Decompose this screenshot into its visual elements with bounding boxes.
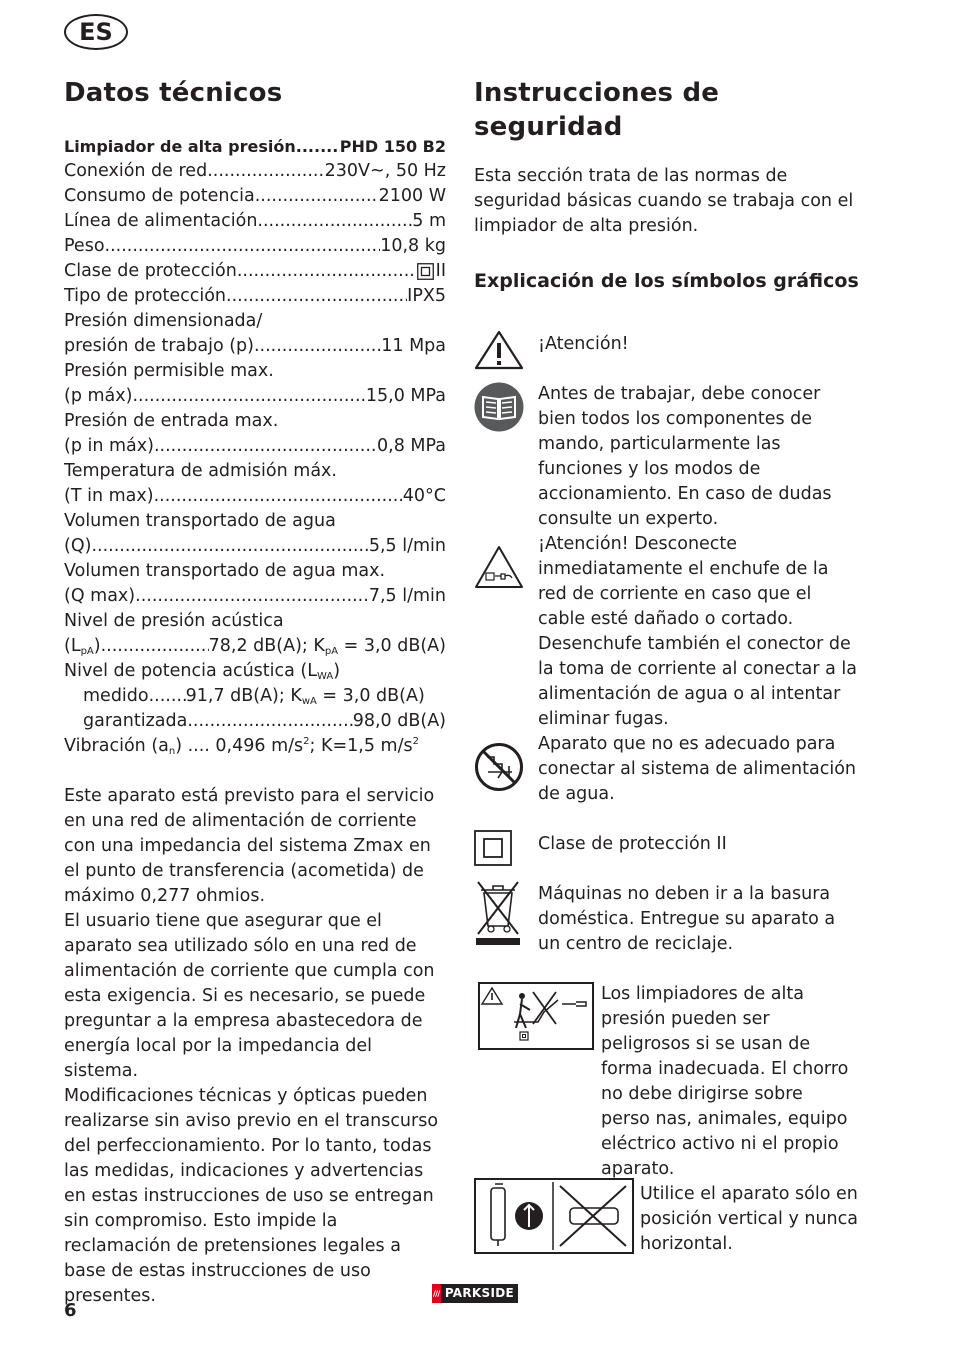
symbol-text: Antes de trabajar, debe conocer bien todos los componentes de mando, particularmente las funciones y los modos de accionamiento. En caso de dudas consulte un experto. <box>538 384 832 529</box>
spec-row: (p máx) ..... 15,0 MPa <box>64 384 446 409</box>
spec-line: Vibración $(a_n)$ .... 0,496 $m/s^2$; K=1,5 $m/s^2$ <box>64 736 419 757</box>
spec-row: Consumo de potencia ..... 2100 W <box>64 184 446 209</box>
spec-row: Tipo de protección ..... IPX5 <box>64 284 446 309</box>
symbol-text: Utilice el aparato sólo en posición vertical y nunca horizontal. <box>640 1184 858 1254</box>
symbols-subtitle: Explicación de los símbolos gráficos <box>474 270 859 292</box>
spec-row: medido ..... 91,7 dB(A); $K_{wA} = 3,0$ dB(A) <box>64 684 446 709</box>
language-badge: ES <box>64 14 128 50</box>
vertical-use-icon <box>474 1178 634 1254</box>
spec-line: Volumen transportado de agua max. <box>64 561 386 581</box>
spec-row: $(L_{pA})$ ..... 78,2 dB(A); $K_{pA} = 3,0$ dB(A) <box>64 634 446 659</box>
spec-row: presión de trabajo (p) ..... 11 Mpa <box>64 334 446 359</box>
spec-line: Volumen transportado de agua <box>64 511 336 531</box>
spec-row: Línea de alimentación ..... 5 m <box>64 209 446 234</box>
instrucciones-title: Instrucciones de seguridad <box>474 78 720 142</box>
spec-row: (Q) ..... 5,5 l/min <box>64 534 446 559</box>
spec-line: Nivel de presión acústica <box>64 611 284 631</box>
right-column <box>474 76 864 294</box>
symbol-text: ¡Atención! Desconecte inmediatamente el enchufe de la red de corriente en caso que el cable esté dañado o cortado. Desenchufe también el conector de la toma de corriente al conectar a la alimentación de agua o al intentar eliminar fugas. <box>538 534 857 729</box>
no-drinking-water-connection-icon <box>474 742 524 792</box>
paragraph: Modificaciones técnicas y ópticas pueden realizarse sin aviso previo en el transcurso del perfeccionamiento. Por lo tanto, todas las medidas, indicaciones y advertencias en estas instrucciones de uso se entregan sin compromiso. Esto impide la reclamación de pretensiones legales a base de estas instrucciones de uso presentes. <box>64 1086 439 1306</box>
spec-line: Presión permisible max. <box>64 361 274 381</box>
symbol-text: Aparato que no es adecuado para conectar al sistema de alimentación de agua. <box>538 734 857 804</box>
spec-row: (T in max) ..... 40°C <box>64 484 446 509</box>
parkside-logo <box>432 1284 518 1303</box>
spec-line: Nivel de potencia acústica $(L_{WA})$ <box>64 661 341 682</box>
spec-row: garantizada ..... 98,0 dB(A) <box>64 709 446 734</box>
left-column <box>64 76 446 1309</box>
spec-table <box>64 134 446 759</box>
protection-class-ii-icon <box>474 830 512 866</box>
paragraph: Este aparato está previsto para el servicio en una red de alimentación de corriente con una impedancia del sistema Zmax en el punto de transferencia (acometida) de máximo 0,277 ohmios. <box>64 786 435 906</box>
symbol-text: ¡Atención! <box>538 334 629 354</box>
warning-triangle-icon <box>474 330 524 370</box>
spec-line: Temperatura de admisión máx. <box>64 461 337 481</box>
spec-row: Conexión de red ..... 230V~, 50 Hz <box>64 159 446 184</box>
spec-row: (Q max) ..... 7,5 l/min <box>64 584 446 609</box>
spec-row: Clase de protección ..... II <box>64 259 446 284</box>
intro-paragraph: Esta sección trata de las normas de seguridad básicas cuando se trabaja con el limpiador de alta presión. <box>474 166 854 236</box>
jet-danger-icon <box>478 982 594 1050</box>
symbol-text: Máquinas no deben ir a la basura doméstica. Entregue su aparato a un centro de reciclaje. <box>538 884 836 954</box>
page-number: 6 <box>64 1300 77 1321</box>
paragraph: El usuario tiene que asegurar que el aparato sea utilizado sólo en una red de alimentación de corriente que cumpla con esta exigencia. Si es necesario, se puede preguntar a la empresa abastecedora de energía local por la impedancia del sistema. <box>64 911 435 1081</box>
read-manual-icon <box>474 382 524 432</box>
double-square-icon <box>417 263 434 280</box>
unplug-warning-icon <box>474 545 524 589</box>
spec-line: Presión de entrada max. <box>64 411 279 431</box>
spec-row: Peso ..... 10,8 kg <box>64 234 446 259</box>
crossed-bin-icon <box>474 878 522 946</box>
spec-line: Presión dimensionada/ <box>64 311 263 331</box>
spec-row: (p in máx) ..... 0,8 MPa <box>64 434 446 459</box>
spec-row: Limpiador de alta presión ..... PHD 150 B2 <box>64 134 446 159</box>
datos-tecnicos-title: Datos técnicos <box>64 78 283 108</box>
symbol-text: Clase de protección II <box>538 834 727 854</box>
logo-stripes-icon <box>432 1284 441 1303</box>
brand-name: PARKSIDE <box>441 1284 518 1303</box>
symbol-text: Los limpiadores de alta presión pueden ser peligrosos si se usan de forma inadecuada. El chorro no debe dirigirse sobre perso nas, animales, equipo eléctrico activo ni el propio aparato. <box>601 984 849 1179</box>
